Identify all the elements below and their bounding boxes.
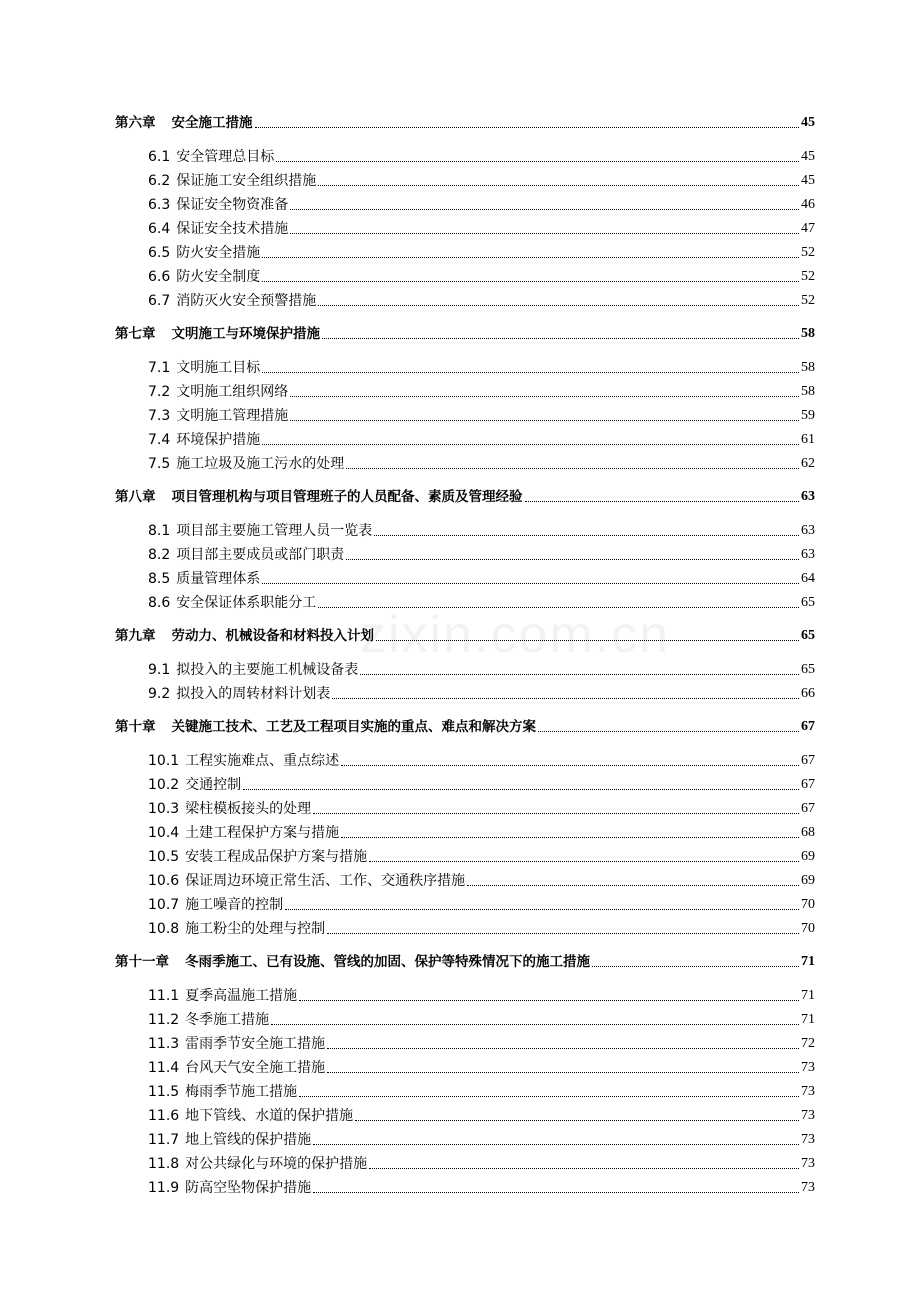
entry-title: 项目部主要成员或部门职责	[176, 546, 345, 563]
dot-leader	[369, 861, 799, 862]
toc-section-entry[interactable]	[148, 1082, 815, 1102]
dot-leader	[327, 1072, 799, 1073]
entry-title: 对公共绿化与环境的保护措施	[185, 1155, 368, 1172]
toc-chapter-entry[interactable]	[115, 952, 815, 972]
entry-number: 11.3	[148, 1035, 180, 1052]
toc-section-entry[interactable]	[148, 430, 815, 450]
entry-page-number: 69	[801, 872, 815, 888]
toc-section-entry[interactable]	[148, 919, 815, 939]
entry-page-number: 59	[801, 407, 815, 423]
dot-leader	[360, 674, 799, 675]
entry-number: 7.1	[148, 359, 171, 376]
entry-title: 文明施工目标	[176, 359, 261, 376]
entry-title: 拟投入的主要施工机械设备表	[176, 661, 359, 678]
entry-page-number: 52	[801, 244, 815, 260]
entry-number: 9.1	[148, 661, 171, 678]
entry-title: 文明施工管理措施	[176, 407, 289, 424]
entry-title: 劳动力、机械设备和材料投入计划	[171, 628, 374, 644]
entry-page-number: 73	[801, 1107, 815, 1123]
entry-number: 7.5	[148, 455, 171, 472]
entry-title: 防火安全措施	[176, 244, 261, 261]
entry-page-number: 64	[801, 570, 815, 586]
toc-section-entry[interactable]	[148, 1154, 815, 1174]
dot-leader	[538, 731, 799, 732]
dot-leader	[374, 535, 799, 536]
toc-section-entry[interactable]	[148, 454, 815, 474]
entry-page-number: 68	[801, 824, 815, 840]
toc-chapter-entry[interactable]	[115, 717, 815, 737]
entry-number: 11.6	[148, 1107, 180, 1124]
entry-number: 10.8	[148, 920, 180, 937]
entry-page-number: 69	[801, 848, 815, 864]
entry-title: 防高空坠物保护措施	[185, 1179, 312, 1196]
entry-number: 6.6	[148, 268, 171, 285]
toc-chapter-entry[interactable]	[115, 113, 815, 133]
entry-page-number: 52	[801, 292, 815, 308]
entry-title: 工程实施难点、重点综述	[185, 752, 340, 769]
entry-title: 施工噪音的控制	[185, 896, 284, 913]
entry-page-number: 71	[801, 987, 815, 1003]
dot-leader	[313, 1144, 799, 1145]
watermark: zixin.com.cn	[360, 606, 671, 664]
dot-leader	[290, 396, 799, 397]
dot-leader	[243, 789, 799, 790]
entry-number: 10.1	[148, 752, 180, 769]
toc-section-entry[interactable]	[148, 593, 815, 613]
entry-page-number: 67	[801, 800, 815, 816]
dot-leader	[341, 765, 799, 766]
dot-leader	[276, 161, 799, 162]
toc-section-entry[interactable]	[148, 219, 815, 239]
toc-section-entry[interactable]	[148, 1058, 815, 1078]
dot-leader	[525, 501, 800, 502]
entry-title: 保证安全技术措施	[176, 220, 289, 237]
entry-number: 6.2	[148, 172, 171, 189]
entry-number: 7.3	[148, 407, 171, 424]
entry-title: 地下管线、水道的保护措施	[185, 1107, 354, 1124]
toc-chapter-entry[interactable]	[115, 626, 815, 646]
entry-title: 安全保证体系职能分工	[176, 594, 317, 611]
dot-leader	[318, 607, 799, 608]
entry-number: 11.4	[148, 1059, 180, 1076]
entry-title: 安全施工措施	[171, 115, 253, 131]
dot-leader	[290, 420, 799, 421]
toc-section-entry[interactable]	[148, 291, 815, 311]
entry-page-number: 71	[801, 1011, 815, 1027]
toc-section-entry[interactable]	[148, 660, 815, 680]
entry-number: 8.1	[148, 522, 171, 539]
entry-page-number: 45	[801, 115, 815, 130]
entry-page-number: 71	[801, 954, 815, 969]
entry-number: 第十一章	[115, 954, 169, 970]
entry-number: 6.1	[148, 148, 171, 165]
entry-number: 6.4	[148, 220, 171, 237]
dot-leader	[327, 1048, 799, 1049]
toc-section-entry[interactable]	[148, 358, 815, 378]
entry-number: 11.5	[148, 1083, 180, 1100]
entry-number: 第八章	[115, 489, 156, 505]
entry-title: 安全管理总目标	[176, 148, 275, 165]
dot-leader	[290, 233, 799, 234]
toc-section-entry[interactable]	[148, 545, 815, 565]
toc-section-entry[interactable]	[148, 871, 815, 891]
entry-page-number: 45	[801, 148, 815, 164]
entry-title: 台风天气安全施工措施	[185, 1059, 326, 1076]
entry-page-number: 52	[801, 268, 815, 284]
entry-number: 9.2	[148, 685, 171, 702]
dot-leader	[262, 583, 799, 584]
entry-page-number: 63	[801, 546, 815, 562]
entry-page-number: 62	[801, 455, 815, 471]
dot-leader	[262, 281, 799, 282]
entry-title: 雷雨季节安全施工措施	[185, 1035, 326, 1052]
entry-title: 质量管理体系	[176, 570, 261, 587]
toc-section-entry[interactable]	[148, 382, 815, 402]
entry-page-number: 73	[801, 1059, 815, 1075]
entry-title: 项目部主要施工管理人员一览表	[176, 522, 373, 539]
toc-section-entry[interactable]	[148, 521, 815, 541]
entry-number: 11.9	[148, 1179, 180, 1196]
entry-number: 10.3	[148, 800, 180, 817]
toc-section-entry[interactable]	[148, 147, 815, 167]
entry-page-number: 47	[801, 220, 815, 236]
entry-page-number: 73	[801, 1179, 815, 1195]
toc-section-entry[interactable]	[148, 406, 815, 426]
entry-title: 夏季高温施工措施	[185, 987, 298, 1004]
entry-number: 第十章	[115, 719, 156, 735]
entry-title: 保证周边环境正常生活、工作、交通秩序措施	[185, 872, 466, 889]
entry-title: 施工粉尘的处理与控制	[185, 920, 326, 937]
toc-section-entry[interactable]	[148, 243, 815, 263]
entry-page-number: 58	[801, 383, 815, 399]
entry-page-number: 65	[801, 628, 815, 643]
toc-section-entry[interactable]	[148, 986, 815, 1006]
toc-section-entry[interactable]	[148, 569, 815, 589]
entry-title: 冬雨季施工、已有设施、管线的加固、保护等特殊情况下的施工措施	[185, 954, 590, 970]
entry-page-number: 72	[801, 1035, 815, 1051]
toc-section-entry[interactable]	[148, 1034, 815, 1054]
dot-leader	[346, 468, 799, 469]
toc-section-entry[interactable]	[148, 195, 815, 215]
entry-number: 第九章	[115, 628, 156, 644]
dot-leader	[332, 698, 799, 699]
toc-section-entry[interactable]	[148, 1010, 815, 1030]
dot-leader	[467, 885, 799, 886]
entry-number: 10.5	[148, 848, 180, 865]
toc-section-entry[interactable]	[148, 847, 815, 867]
entry-number: 10.4	[148, 824, 180, 841]
dot-leader	[271, 1024, 799, 1025]
entry-page-number: 67	[801, 719, 815, 734]
entry-title: 关键施工技术、工艺及工程项目实施的重点、难点和解决方案	[171, 719, 536, 735]
entry-title: 文明施工与环境保护措施	[171, 326, 320, 342]
entry-page-number: 63	[801, 522, 815, 538]
entry-number: 6.3	[148, 196, 171, 213]
toc-section-entry[interactable]	[148, 1178, 815, 1198]
entry-title: 防火安全制度	[176, 268, 261, 285]
entry-title: 土建工程保护方案与措施	[185, 824, 340, 841]
entry-number: 10.6	[148, 872, 180, 889]
dot-leader	[262, 257, 799, 258]
entry-page-number: 73	[801, 1083, 815, 1099]
entry-title: 梅雨季节施工措施	[185, 1083, 298, 1100]
dot-leader	[318, 185, 799, 186]
toc-section-entry[interactable]	[148, 895, 815, 915]
dot-leader	[313, 813, 799, 814]
toc-section-entry[interactable]	[148, 684, 815, 704]
entry-title: 施工垃圾及施工污水的处理	[176, 455, 345, 472]
entry-number: 7.2	[148, 383, 171, 400]
entry-page-number: 61	[801, 431, 815, 447]
dot-leader	[262, 372, 799, 373]
entry-number: 6.7	[148, 292, 171, 309]
dot-leader	[313, 1192, 799, 1193]
entry-number: 11.7	[148, 1131, 180, 1148]
entry-page-number: 65	[801, 661, 815, 677]
entry-page-number: 63	[801, 489, 815, 504]
entry-title: 保证施工安全组织措施	[176, 172, 317, 189]
entry-title: 地上管线的保护措施	[185, 1131, 312, 1148]
entry-title: 消防灭火安全预警措施	[176, 292, 317, 309]
dot-leader	[255, 127, 800, 128]
dot-leader	[262, 444, 799, 445]
entry-title: 保证安全物资准备	[176, 196, 289, 213]
entry-page-number: 73	[801, 1131, 815, 1147]
toc-section-entry[interactable]	[148, 799, 815, 819]
entry-page-number: 67	[801, 776, 815, 792]
toc-chapter-entry[interactable]	[115, 324, 815, 344]
dot-leader	[285, 909, 799, 910]
entry-page-number: 70	[801, 896, 815, 912]
entry-title: 环境保护措施	[176, 431, 261, 448]
entry-number: 11.8	[148, 1155, 180, 1172]
entry-title: 文明施工组织网络	[176, 383, 289, 400]
entry-number: 第六章	[115, 115, 156, 131]
entry-page-number: 58	[801, 326, 815, 341]
entry-number: 11.2	[148, 1011, 180, 1028]
toc-section-entry[interactable]	[148, 775, 815, 795]
toc-chapter-entry[interactable]	[115, 487, 815, 507]
dot-leader	[376, 640, 799, 641]
entry-number: 10.2	[148, 776, 180, 793]
entry-page-number: 67	[801, 752, 815, 768]
entry-number: 7.4	[148, 431, 171, 448]
entry-number: 6.5	[148, 244, 171, 261]
dot-leader	[299, 1000, 799, 1001]
dot-leader	[341, 837, 799, 838]
dot-leader	[318, 305, 799, 306]
dot-leader	[346, 559, 799, 560]
dot-leader	[327, 933, 799, 934]
dot-leader	[322, 338, 799, 339]
toc-section-entry[interactable]	[148, 823, 815, 843]
entry-page-number: 70	[801, 920, 815, 936]
toc-section-entry[interactable]	[148, 1130, 815, 1150]
entry-title: 拟投入的周转材料计划表	[176, 685, 331, 702]
entry-number: 11.1	[148, 987, 180, 1004]
entry-page-number: 46	[801, 196, 815, 212]
dot-leader	[299, 1096, 799, 1097]
entry-page-number: 73	[801, 1155, 815, 1171]
entry-page-number: 66	[801, 685, 815, 701]
entry-page-number: 58	[801, 359, 815, 375]
entry-number: 8.2	[148, 546, 171, 563]
entry-title: 安装工程成品保护方案与措施	[185, 848, 368, 865]
toc-section-entry[interactable]	[148, 751, 815, 771]
dot-leader	[290, 209, 799, 210]
dot-leader	[355, 1120, 799, 1121]
dot-leader	[592, 966, 799, 967]
entry-number: 8.5	[148, 570, 171, 587]
entry-number: 第七章	[115, 326, 156, 342]
toc-section-entry[interactable]	[148, 1106, 815, 1126]
entry-number: 8.6	[148, 594, 171, 611]
toc-section-entry[interactable]	[148, 171, 815, 191]
entry-number: 10.7	[148, 896, 180, 913]
dot-leader	[369, 1168, 799, 1169]
entry-page-number: 45	[801, 172, 815, 188]
entry-page-number: 65	[801, 594, 815, 610]
entry-title: 梁柱模板接头的处理	[185, 800, 312, 817]
entry-title: 交通控制	[185, 776, 242, 793]
toc-section-entry[interactable]	[148, 267, 815, 287]
entry-title: 项目管理机构与项目管理班子的人员配备、素质及管理经验	[171, 489, 523, 505]
entry-title: 冬季施工措施	[185, 1011, 270, 1028]
